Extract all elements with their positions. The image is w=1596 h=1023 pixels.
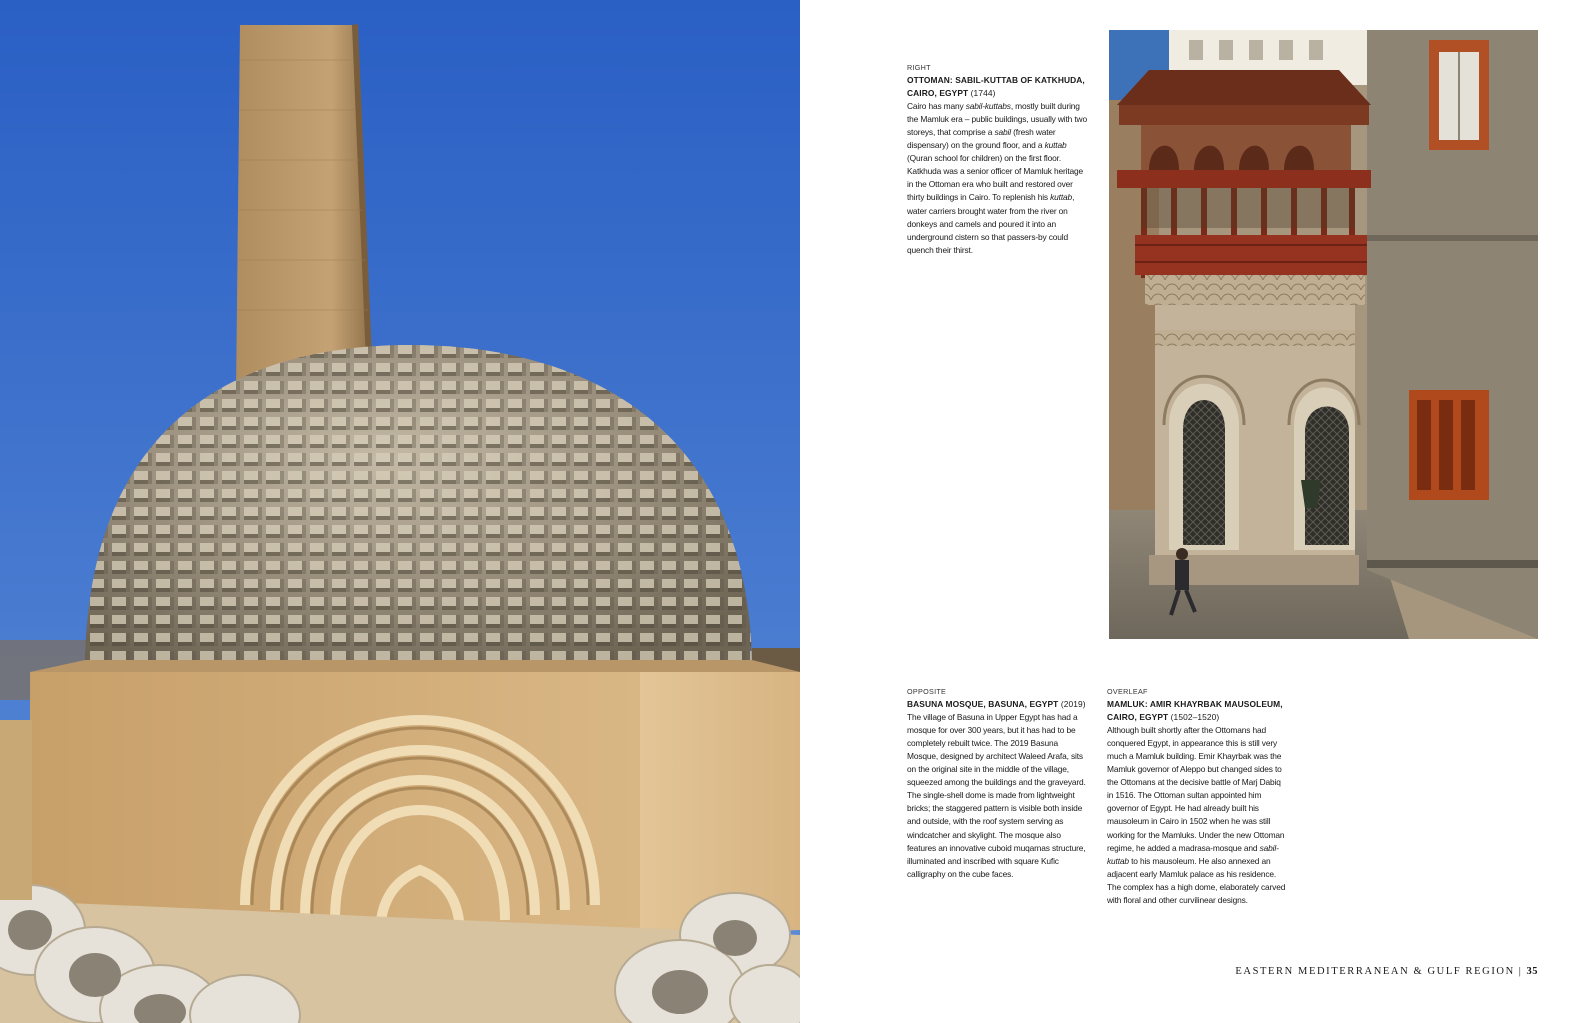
caption-italic-term: kuttab <box>1050 192 1073 203</box>
caption-label: RIGHT <box>907 63 931 72</box>
photo-sabil-kuttab <box>1109 30 1538 639</box>
caption-right <box>907 61 1089 257</box>
caption-text: Although built shortly after the Ottomans had conquered Egypt, in appearance this is still very much a Mamluk building. Emir Khayrbak was the Mamluk governor of Aleppo but changed sides to the Ottomans at the decisive battle of Marj Dabiq in 1516. The Ottoman sultan appointed him governor of Egypt. He had already built his mausoleum in Cairo in 1502 when he was still working for the Mamluks. Under the new Ottoman regime, he added a madrasa-mosque and <box>1107 725 1285 853</box>
page-number: 35 <box>1526 966 1538 977</box>
caption-opposite <box>907 685 1089 881</box>
caption-italic-term: sabil <box>994 127 1011 138</box>
caption-italic-term: sabil-kuttabs <box>965 101 1011 112</box>
sabil-kuttab-illustration <box>1109 30 1538 639</box>
caption-body <box>1107 724 1289 907</box>
caption-body <box>907 711 1089 881</box>
caption-text: to his mausoleum. He also annexed an adjacent early Mamluk palace as his residence. The complex has a high dome, elaborately carved with floral and other curvilinear designs. <box>1107 855 1286 905</box>
footer-section-title: EASTERN MEDITERRANEAN & GULF REGION <box>1235 966 1515 977</box>
caption-text: Cairo has many <box>907 101 966 112</box>
footer-separator: | <box>1518 966 1523 977</box>
running-footer <box>1235 966 1538 977</box>
caption-text: , mostly built during the Mamluk era – public buildings, usually with two storeys, that comprise a <box>907 101 1087 138</box>
caption-italic-term: sabil-kuttab <box>1107 842 1279 866</box>
caption-label: OPPOSITE <box>907 687 947 696</box>
caption-text: The village of Basuna in Upper Egypt has had a mosque for over 300 years, but it has had to be completely rebuilt twice. The 2019 Basuna Mosque, designed by architect Waleed Arafa, sits on the original site in the middle of the village, squeezed among the buildings and the graveyard. The single-shell dome is made from lightweight bricks; the staggered pattern is visible both inside and outside, with the roof system serving as windcatcher and skylight. The mosque also features an innovative cuboid muqarnas structure, illuminated and inscribed with square Kufic calligraphy on the cube faces. <box>907 712 1086 879</box>
caption-title: MAMLUK: AMIR KHAYRBAK MAUSOLEUM, CAIRO, EGYPT (1502–1520) <box>1107 699 1283 723</box>
caption-overleaf <box>1107 685 1289 907</box>
caption-body <box>907 100 1089 257</box>
caption-text: (Quran school for children) on the first floor. Katkhuda was a senior officer of Mamluk heritage in the Ottoman era who built and restored over thirty buildings in Cairo. To replenish his <box>907 153 1084 203</box>
caption-label: OVERLEAF <box>1107 687 1148 696</box>
caption-title: OTTOMAN: SABIL-KUTTAB OF KATKHUDA, CAIRO, EGYPT (1744) <box>907 75 1085 99</box>
caption-title: BASUNA MOSQUE, BASUNA, EGYPT (2019) <box>907 699 1086 710</box>
caption-italic-term: kuttab <box>1044 140 1067 151</box>
caption-text: , water carriers brought water from the river on donkeys and camels and poured it into an underground cistern so that passers-by could quench their thirst. <box>907 192 1075 255</box>
caption-text: (fresh water dispensary) on the ground floor, and a <box>907 127 1056 151</box>
